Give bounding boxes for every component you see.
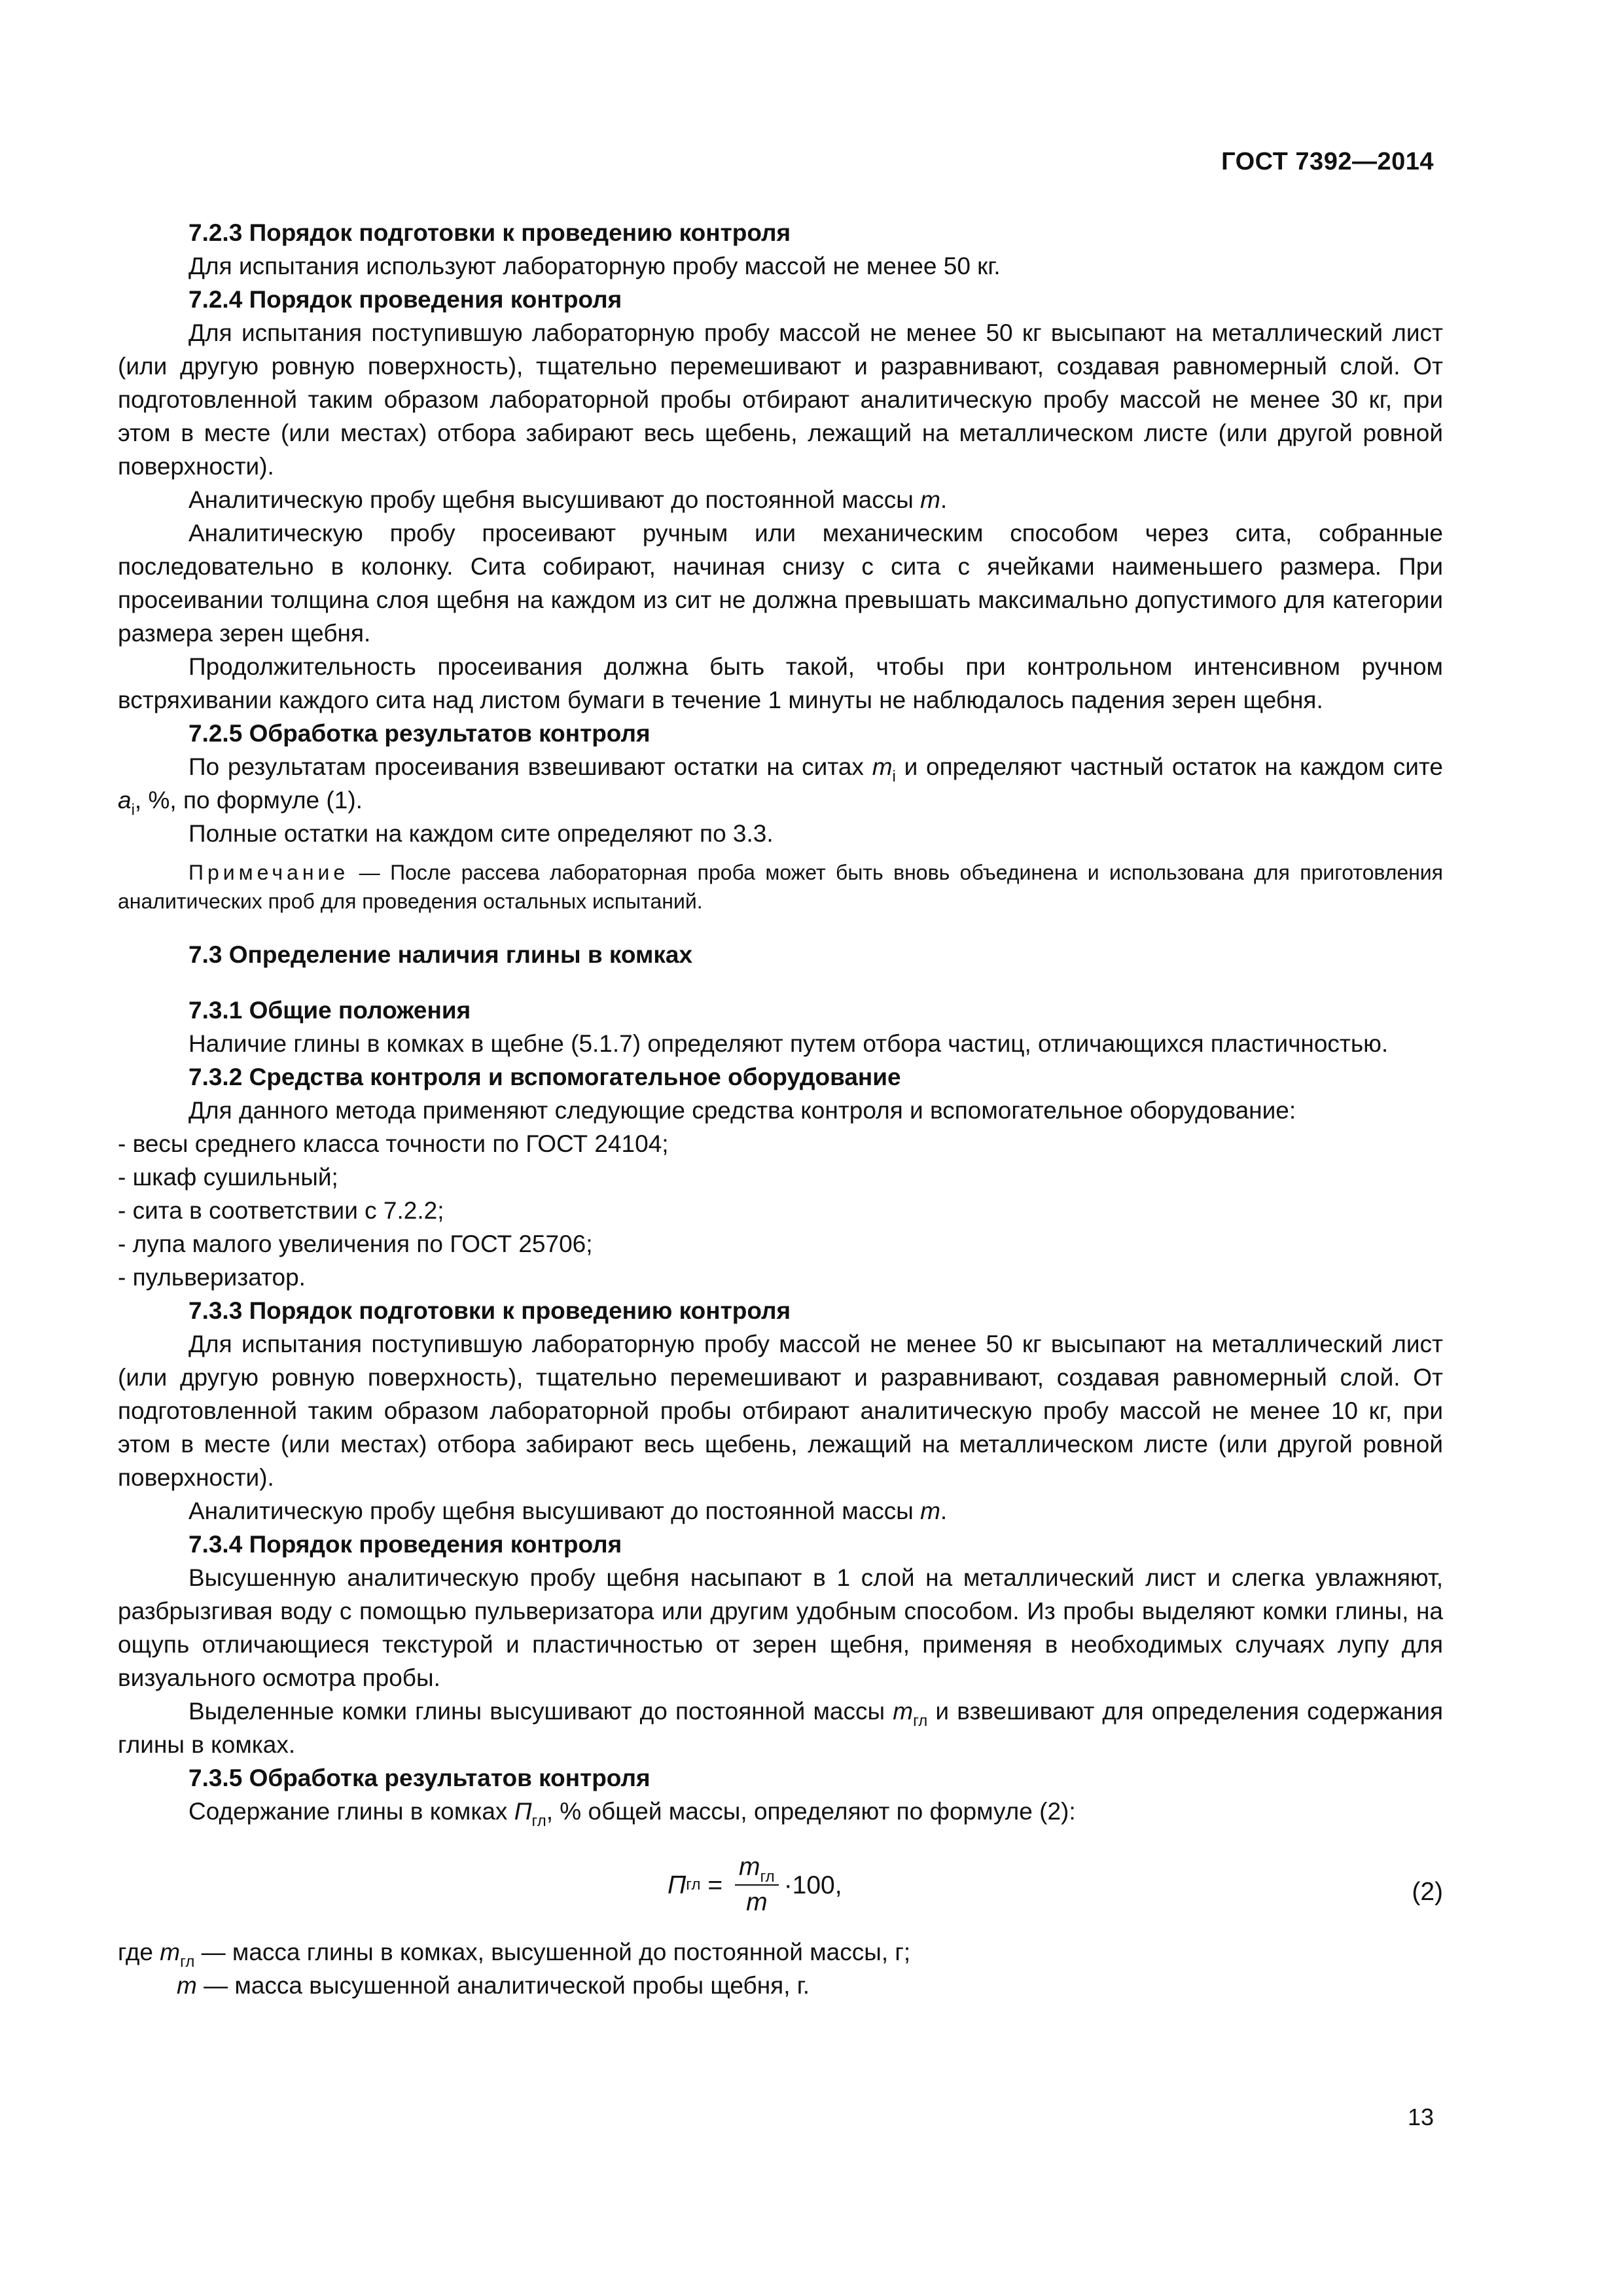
variable-m: m bbox=[872, 753, 893, 780]
fraction-denominator: m bbox=[746, 1888, 768, 1916]
paragraph: Содержание глины в комках $П_{гл}$, % общей массы, определяют по формуле (2): bbox=[188, 1798, 1076, 1830]
list-item: - весы среднего класса точности по ГОСТ 24104; bbox=[118, 1130, 669, 1157]
equation-number: (2) bbox=[1412, 1878, 1443, 1906]
heading-7-3-2: 7.3.2 Средства контроля и вспомогательное оборудование bbox=[188, 1064, 901, 1090]
equals-sign: = bbox=[700, 1871, 730, 1899]
variable-m: m bbox=[893, 1698, 914, 1725]
page-number: 13 bbox=[1407, 2104, 1434, 2130]
paragraph: Для данного метода применяют следующие средства контроля и вспомогательное оборудование: bbox=[188, 1097, 1296, 1124]
heading-7-3-5: 7.3.5 Обработка результатов контроля bbox=[188, 1765, 651, 1791]
list-item: - шкаф сушильный; bbox=[118, 1164, 338, 1191]
list-item: - сита в соответствии с 7.2.2; bbox=[118, 1197, 444, 1224]
document-header: ГОСТ 7392—2014 bbox=[1221, 148, 1434, 175]
note bbox=[118, 858, 1443, 916]
paragraph: Высушенную аналитическую пробу щебня насыпают в 1 слой на металлический лист и слегка увлажняют, разбрызгивая воду с помощью пульверизатора или другим удобным способом. Из пробы выделяют комки глины, на ощупь отличающиеся текстурой и пластичностью от зерен щебня, применяя в необходимых случаях лупу для визуального осмотра пробы. bbox=[118, 1564, 1443, 1691]
paragraph: Аналитическую пробу щебня высушивают до постоянной массы m. bbox=[188, 1498, 948, 1524]
formula-tail: ·100, bbox=[783, 1871, 842, 1899]
variable-p: П bbox=[514, 1798, 532, 1825]
formula-lhs-var: П bbox=[668, 1871, 687, 1899]
heading-7-3: 7.3 Определение наличия глины в комках bbox=[188, 941, 693, 968]
where-line-1: где $m_{гл}$ — масса глины в комках, высушенной до постоянной массы, г; bbox=[118, 1939, 911, 1971]
where-line-2: m — масса высушенной аналитической пробы щебня, г. bbox=[177, 1972, 810, 1999]
paragraph: Выделенные комки глины высушивают до постоянной массы $m_{гл}$ и взвешивают для определения содержания глины в комках. bbox=[118, 1698, 1443, 1758]
fraction-numerator: $m_{гл}$ bbox=[735, 1853, 779, 1886]
formula-2 bbox=[118, 1840, 1443, 1931]
heading-7-3-4: 7.3.4 Порядок проведения контроля bbox=[188, 1531, 622, 1558]
heading-7-2-3: 7.2.3 Порядок подготовки к проведению контроля bbox=[188, 219, 791, 246]
page-content bbox=[118, 216, 1443, 2002]
paragraph: Полные остатки на каждом сите определяют по 3.3. bbox=[188, 820, 774, 847]
heading-7-2-4: 7.2.4 Порядок проведения контроля bbox=[188, 286, 622, 313]
paragraph: Продолжительность просеивания должна быть такой, чтобы при контрольном интенсивном ручном встряхивании каждого сита над листом бумаги в течение 1 минуты не наблюдалось падения зерен щебня. bbox=[118, 653, 1443, 713]
paragraph: По результатам просеивания взвешивают остатки на ситах $m_i$ и определяют частный остаток на каждом сите $a_i$, %, по формуле (1). bbox=[118, 753, 1443, 819]
paragraph: Аналитическую пробу щебня высушивают до постоянной массы m. bbox=[188, 486, 948, 513]
variable-a: a bbox=[118, 787, 132, 814]
formula-expression: П гл = $\frac{m_{гл}}{m}$ ·100, bbox=[668, 1853, 842, 1916]
paragraph: Для испытания поступившую лабораторную пробу массой не менее 50 кг высыпают на металлический лист (или другую ровную поверхность), тщательно перемешивают и разравнивают, создавая равномерный слой. От подготовленной таким образом лабораторной пробы отбирают аналитическую пробу массой не менее 30 кг, при этом в месте (или местах) отбора забирают весь щебень, лежащий на металлическом листе (или другой ровной поверхности). bbox=[118, 319, 1443, 480]
note-text: — После рассева лабораторная проба может быть вновь объединена и использована для приготовления аналитических проб для проведения остальных испытаний. bbox=[118, 861, 1443, 913]
fraction bbox=[735, 1853, 779, 1917]
note-label: Примечание bbox=[188, 861, 349, 884]
heading-7-3-3: 7.3.3 Порядок подготовки к проведению контроля bbox=[188, 1297, 791, 1324]
variable-m: m bbox=[920, 1498, 940, 1524]
paragraph: Для испытания используют лабораторную пробу массой не менее 50 кг. bbox=[188, 253, 1001, 279]
paragraph: Для испытания поступившую лабораторную пробу массой не менее 50 кг высыпают на металлический лист (или другую ровную поверхность), тщательно перемешивают и разравнивают, создавая равномерный слой. От подготовленной таким образом лабораторной пробы отбирают аналитическую пробу массой не менее 10 кг, при этом в месте (или местах) отбора забирают весь щебень, лежащий на металлическом листе (или другой ровной поверхности). bbox=[118, 1331, 1443, 1491]
list-item: - пульверизатор. bbox=[118, 1264, 306, 1291]
paragraph: Аналитическую пробу просеивают ручным или механическим способом через сита, собранные последовательно в колонку. Сита собирают, начиная снизу с сита с ячейками наименьшего размера. При просеивании толщина слоя щебня на каждом из сит не должна превышать максимально допустимого для категории размера зерен щебня. bbox=[118, 520, 1443, 647]
heading-7-2-5: 7.2.5 Обработка результатов контроля bbox=[188, 720, 651, 747]
variable-m: m bbox=[920, 486, 940, 513]
list-item: - лупа малого увеличения по ГОСТ 25706; bbox=[118, 1230, 593, 1257]
heading-7-3-1: 7.3.1 Общие положения bbox=[188, 997, 471, 1024]
paragraph: Наличие глины в комках в щебне (5.1.7) определяют путем отбора частиц, отличающихся пластичностью. bbox=[188, 1030, 1389, 1057]
